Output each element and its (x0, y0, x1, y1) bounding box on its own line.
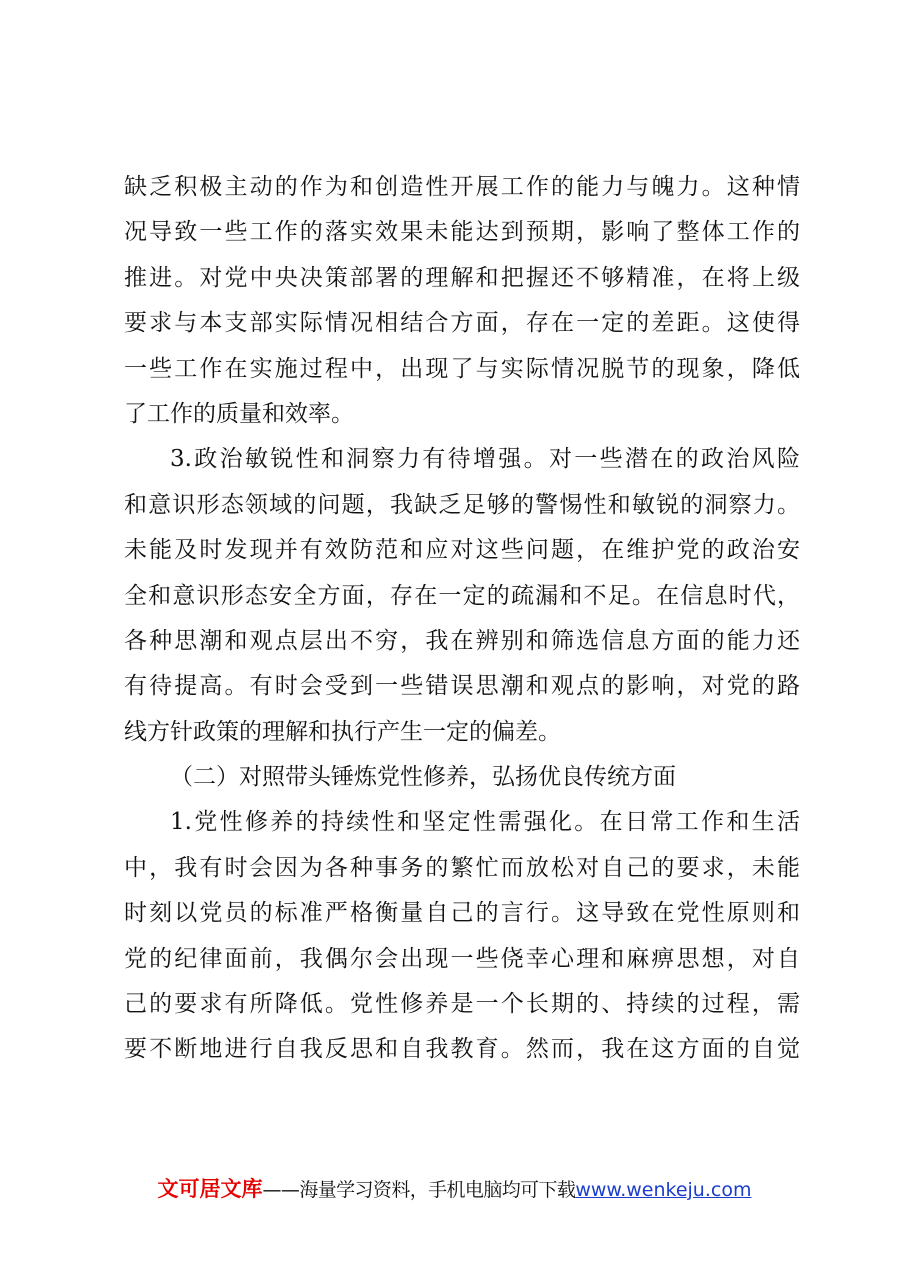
text-line: 时刻以党员的标准严格衡量自己的言行。这导致在党性原则和 (124, 900, 800, 927)
footer-brand: 文可居文库 (157, 1177, 263, 1201)
footer-slogan: ——海量学习资料，手机电脑均可下载 (262, 1179, 576, 1201)
text-line: 线方针政策的理解和执行产生一定的偏差。 (124, 718, 561, 745)
footer-site-link[interactable]: www.wenkeju.com (575, 1179, 752, 1201)
text-line: 未能及时发现并有效防范和应对这些问题，在维护党的政治安 (124, 537, 800, 564)
text-line: 要求与本支部实际情况相结合方面，存在一定的差距。这使得 (124, 310, 800, 337)
text-line: 党的纪律面前，我偶尔会出现一些侥幸心理和麻痹思想，对自 (124, 945, 800, 972)
text-line: （二）对照带头锤炼党性修养，弘扬优良传统方面 (170, 764, 676, 791)
text-line: 有待提高。有时会受到一些错误思潮和观点的影响，对党的路 (124, 673, 800, 700)
text-line: 3.政治敏锐性和洞察力有待增强。对一些潜在的政治风险 (170, 446, 800, 473)
text-line: 推进。对党中央决策部署的理解和把握还不够精准，在将上级 (124, 264, 800, 291)
text-line: 要不断地进行自我反思和自我教育。然而，我在这方面的自觉 (124, 1036, 800, 1063)
footer-banner (0, 1176, 909, 1203)
text-line: 各种思潮和观点层出不穷，我在辨别和筛选信息方面的能力还 (124, 627, 800, 654)
text-line: 一些工作在实施过程中，出现了与实际情况脱节的现象，降低 (124, 355, 800, 382)
document-body (124, 165, 800, 1073)
text-line: 了工作的质量和效率。 (124, 400, 354, 427)
text-line: 中，我有时会因为各种事务的繁忙而放松对自己的要求，未能 (124, 854, 800, 881)
text-line: 缺乏积极主动的作为和创造性开展工作的能力与魄力。这种情 (124, 174, 800, 200)
text-line: 全和意识形态安全方面，存在一定的疏漏和不足。在信息时代， (124, 582, 800, 609)
text-line: 己的要求有所降低。党性修养是一个长期的、持续的过程，需 (124, 991, 800, 1018)
text-line: 况导致一些工作的落实效果未能达到预期，影响了整体工作的 (124, 219, 800, 246)
text-line: 1.党性修养的持续性和坚定性需强化。在日常工作和生活 (170, 809, 800, 836)
text-line: 和意识形态领域的问题，我缺乏足够的警惕性和敏锐的洞察力。 (124, 491, 800, 518)
